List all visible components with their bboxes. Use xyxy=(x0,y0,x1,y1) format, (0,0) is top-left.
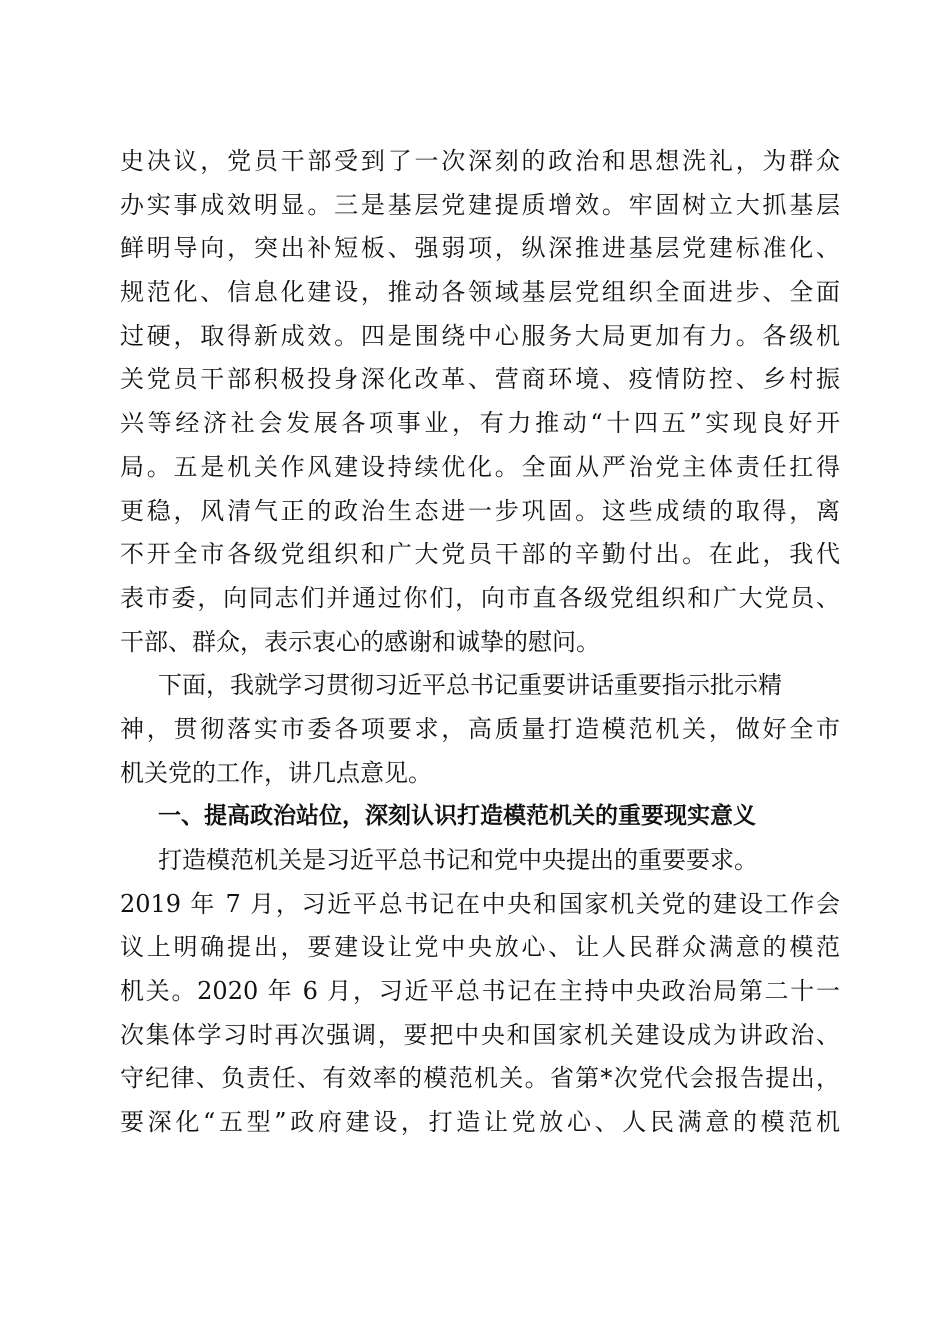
text-line: 更稳，风清气正的政治生态进一步巩固。这些成绩的取得，离 xyxy=(120,496,840,525)
document-body xyxy=(120,140,840,1145)
text-line: 2019 年 7 月，习近平总书记在中央和国家机关党的建设工作会 xyxy=(120,889,840,918)
text-line: 规范化、信息化建设，推动各领域基层党组织全面进步、全面 xyxy=(120,278,840,307)
text-line: 机关党的工作，讲几点意见。 xyxy=(120,758,432,787)
text-line: 办实事成效明显。三是基层党建提质增效。牢固树立大抓基层 xyxy=(120,190,840,219)
text-line: 史决议，党员干部受到了一次深刻的政治和思想洗礼，为群众 xyxy=(120,147,840,175)
text-line: 表市委，向同志们并通过你们，向市直各级党组织和广大党员、 xyxy=(120,583,840,612)
text-line: 关党员干部积极投身深化改革、营商环境、疫情防控、乡村振 xyxy=(120,365,840,394)
text-line: 下面，我就学习贯彻习近平总书记重要讲话重要指示批示精 xyxy=(158,671,782,700)
paragraph-3 xyxy=(120,839,840,1145)
text-line: 兴等经济社会发展各项事业，有力推动“十四五”实现良好开 xyxy=(120,409,840,438)
text-line: 过硬，取得新成效。四是围绕中心服务大局更加有力。各级机 xyxy=(120,321,840,350)
text-line: 干部、群众，表示衷心的感谢和诚挚的慰问。 xyxy=(120,627,600,656)
text-line: 打造模范机关是习近平总书记和党中央提出的重要要求。 xyxy=(158,846,758,874)
text-line: 守纪律、负责任、有效率的模范机关。省第*次党代会报告提出， xyxy=(120,1064,840,1093)
section-heading: 一、提高政治站位，深刻认识打造模范机关的重要现实意义 xyxy=(158,803,756,830)
text-line: 神，贯彻落实市委各项要求，高质量打造模范机关，做好全市 xyxy=(120,714,840,743)
paragraph-1 xyxy=(120,140,840,664)
paragraph-2 xyxy=(120,664,840,795)
text-line: 不开全市各级党组织和广大党员干部的辛勤付出。在此，我代 xyxy=(120,540,840,569)
text-line: 要深化“五型”政府建设，打造让党放心、人民满意的模范机 xyxy=(120,1108,840,1137)
text-line: 局。五是机关作风建设持续优化。全面从严治党主体责任扛得 xyxy=(120,452,840,481)
text-line: 次集体学习时再次强调，要把中央和国家机关建设成为讲政治、 xyxy=(120,1020,840,1049)
text-line: 鲜明导向，突出补短板、强弱项，纵深推进基层党建标准化、 xyxy=(120,234,840,263)
text-line: 机关。2020 年 6 月，习近平总书记在主持中央政治局第二十一 xyxy=(120,977,840,1006)
text-line: 议上明确提出，要建设让党中央放心、让人民群众满意的模范 xyxy=(120,933,840,962)
